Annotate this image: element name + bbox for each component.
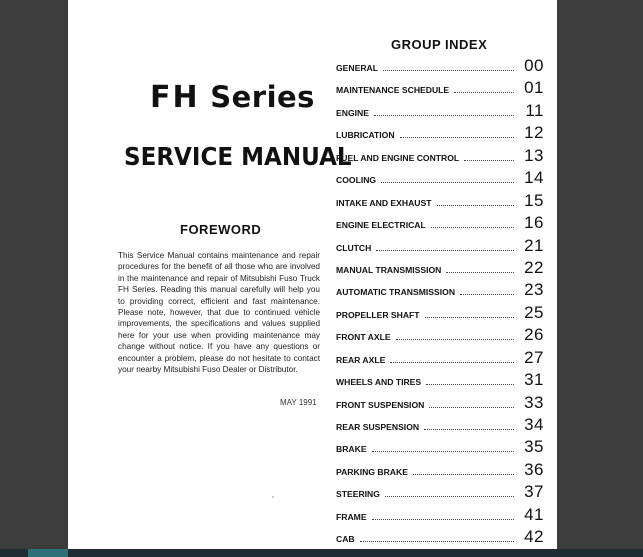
index-row-number: 31 xyxy=(524,370,544,390)
dot-leader xyxy=(360,541,514,542)
dot-leader xyxy=(446,272,514,273)
index-row[interactable] xyxy=(336,325,544,347)
index-row-label: CAB xyxy=(336,534,355,545)
index-row-label: FRONT AXLE xyxy=(336,332,391,343)
dot-leader xyxy=(383,70,514,71)
index-row-label: LUBRICATION xyxy=(336,130,395,141)
dot-leader xyxy=(424,429,514,430)
index-row-number: 22 xyxy=(524,257,544,277)
index-row-number: 37 xyxy=(524,482,544,502)
index-row-label: CLUTCH xyxy=(336,242,372,253)
index-row-number: 27 xyxy=(524,347,544,367)
index-row-number: 13 xyxy=(524,145,544,165)
index-row-number: 34 xyxy=(524,415,544,434)
index-row-label: FRAME xyxy=(336,511,367,522)
foreword-date: MAY 1991 xyxy=(280,398,317,407)
index-row[interactable] xyxy=(336,123,544,145)
manual-title: SERVICE MANUAL xyxy=(124,142,352,171)
index-row[interactable] xyxy=(336,482,544,504)
dot-leader xyxy=(464,160,514,161)
index-row-number: 36 xyxy=(524,459,544,479)
index-row-number: 15 xyxy=(524,190,544,210)
series-model: FH xyxy=(150,80,200,115)
dot-leader xyxy=(413,474,514,475)
index-row-number: 16 xyxy=(524,213,544,233)
dot-leader xyxy=(381,182,514,183)
index-row[interactable] xyxy=(336,460,544,482)
group-index-heading: GROUP INDEX xyxy=(391,37,488,52)
index-row-label: PROPELLER SHAFT xyxy=(336,309,420,320)
index-row-label: BRAKE xyxy=(336,444,367,455)
index-row-label: GENERAL xyxy=(336,63,379,73)
index-row[interactable] xyxy=(336,527,544,549)
dot-leader xyxy=(376,250,514,251)
index-row-number: 26 xyxy=(524,325,544,345)
document-page xyxy=(68,0,557,551)
dot-leader xyxy=(454,92,514,93)
dot-leader xyxy=(426,384,514,385)
index-row-label: MAINTENANCE SCHEDULE xyxy=(336,85,450,96)
dot-leader xyxy=(431,227,514,228)
index-row-label: REAR SUSPENSION xyxy=(336,422,420,432)
dot-leader xyxy=(374,115,514,116)
viewer-bottom-accent xyxy=(28,549,68,557)
index-row[interactable] xyxy=(336,280,544,302)
index-row[interactable] xyxy=(336,393,544,415)
dot-leader xyxy=(425,317,514,318)
index-row-number: 14 xyxy=(524,168,544,188)
index-row-label: MANUAL TRANSMISSION xyxy=(336,264,442,275)
index-row-number: 33 xyxy=(524,392,544,412)
index-row-number: 42 xyxy=(524,527,544,547)
index-row[interactable] xyxy=(336,213,544,235)
index-row[interactable] xyxy=(336,168,544,190)
index-row-label: COOLING xyxy=(336,175,377,186)
index-row-label: FUEL AND ENGINE CONTROL xyxy=(336,152,460,163)
index-row-number: 21 xyxy=(524,235,544,255)
dot-leader xyxy=(460,294,514,295)
foreword-heading: FOREWORD xyxy=(180,222,262,237)
index-row[interactable] xyxy=(336,437,544,459)
index-row-label: ENGINE xyxy=(336,107,369,118)
index-row[interactable] xyxy=(336,505,544,527)
index-row-label: ENGINE ELECTRICAL xyxy=(336,220,426,231)
index-row-number: 01 xyxy=(524,78,544,98)
index-row[interactable] xyxy=(336,101,544,123)
dot-leader xyxy=(385,496,514,497)
index-row-number: 12 xyxy=(524,123,544,143)
index-row[interactable] xyxy=(336,78,544,100)
page-speck xyxy=(272,496,274,498)
index-row-number: 41 xyxy=(524,504,544,524)
index-row[interactable] xyxy=(336,303,544,325)
foreword-body: This Service Manual contains maintenance and repair procedures for the benefit of all those who are involved in the maintenance and repair of Mitsubishi Fuso Truck FH Series. Reading this manual carefully will help you to providing correct, efficient and fast maintenance. Please note, however, that due to continued vehicle improvements, the specifications and values supplied here for your use when providing maintenance may change without notice. If you have any questions or encounter a problem, please do not hesitate to contact your nearby Mitsubishi Fuso Dealer or Distributor. xyxy=(118,251,320,375)
index-row-number: 25 xyxy=(524,302,544,322)
dot-leader xyxy=(372,451,514,452)
index-row-label: PARKING BRAKE xyxy=(336,466,408,477)
group-index-list xyxy=(336,56,544,550)
dot-leader xyxy=(400,137,514,138)
dot-leader xyxy=(372,519,514,520)
series-title xyxy=(150,80,315,115)
index-row-label: WHEELS AND TIRES xyxy=(336,377,422,388)
index-row-label: INTAKE AND EXHAUST xyxy=(336,197,432,208)
index-row[interactable] xyxy=(336,146,544,168)
index-row-number: 35 xyxy=(524,437,544,457)
index-row-label: STEERING xyxy=(336,489,380,500)
viewer-bottom-bar xyxy=(0,549,643,557)
index-row-label: AUTOMATIC TRANSMISSION xyxy=(336,287,456,298)
index-row-label: FRONT SUSPENSION xyxy=(336,399,425,410)
index-row-number: 23 xyxy=(524,280,544,300)
index-row[interactable] xyxy=(336,258,544,280)
dot-leader xyxy=(429,407,514,408)
dot-leader xyxy=(390,362,514,363)
index-row-label: REAR AXLE xyxy=(336,354,386,365)
dot-leader xyxy=(396,339,514,340)
index-row[interactable] xyxy=(336,370,544,392)
index-row[interactable] xyxy=(336,348,544,370)
index-row[interactable] xyxy=(336,236,544,258)
index-row[interactable] xyxy=(336,191,544,213)
index-row-number: 11 xyxy=(525,100,544,120)
index-row[interactable] xyxy=(336,56,544,78)
dot-leader xyxy=(437,205,515,206)
series-word: Series xyxy=(210,80,315,114)
index-row[interactable] xyxy=(336,415,544,437)
index-row-number: 00 xyxy=(524,56,544,75)
